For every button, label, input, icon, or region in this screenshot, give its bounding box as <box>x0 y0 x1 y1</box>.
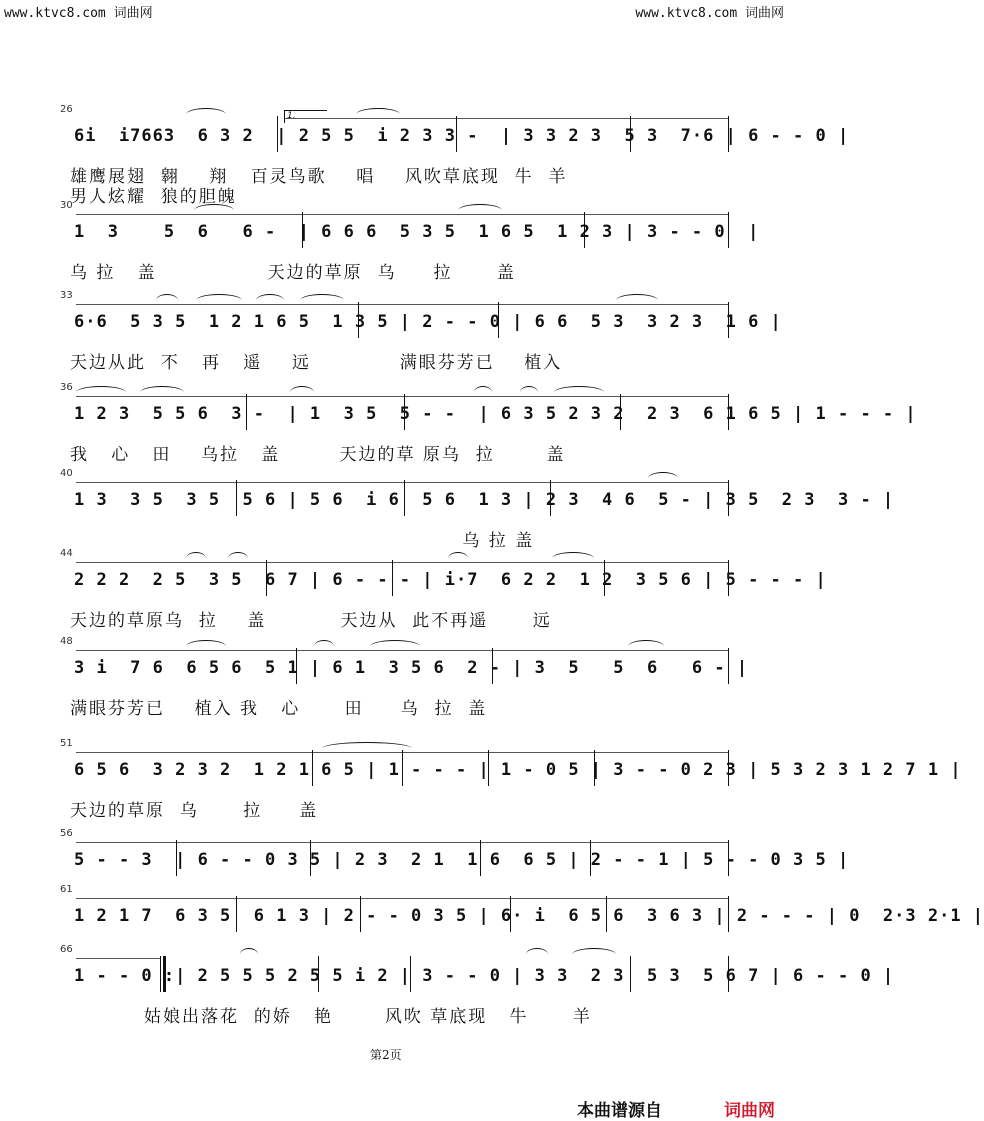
measure-number: 61 <box>60 884 73 895</box>
notation-line: 1 2 3 5 5 6 3 - | 1 3 5 5 - - | 6 3 5 2 3 2 2 3 6 1 6 5 | 1 - - - | <box>74 404 917 424</box>
lyric-line-1: 天边从此 不 再 遥 远 满眼芬芳已 植入 <box>70 353 563 373</box>
slur <box>370 640 420 653</box>
slur <box>572 948 616 961</box>
measure-number: 36 <box>60 382 73 393</box>
measure-number: 48 <box>60 636 73 647</box>
notation-line: 5 - - 3 | 6 - - 0 3 5 | 2 3 2 1 1 6 6 5 | 2 - - 1 | 5 - - 0 3 5 | <box>74 850 850 870</box>
notation-line: 6 5 6 3 2 3 2 1 2 1 6 5 | 1 - - - | 1 - 0 5 | 3 - - 0 2 3 | 5 3 2 3 1 2 7 1 | <box>74 760 962 780</box>
notation-line: 1 3 3 5 3 5 5 6 | 5 6 i 6 5 6 1 3 | 2 3 4 6 5 - | 3 5 2 3 3 - | <box>74 490 895 510</box>
lyric-line-2: 男人炫耀 狼的胆魄 <box>70 187 237 207</box>
slur <box>648 472 678 485</box>
lyric-line-1: 我 心 田 乌拉 盖 天边的草 原乌 拉 盖 <box>70 445 566 465</box>
staff-line <box>76 482 728 483</box>
measure-number: 26 <box>60 104 73 115</box>
slur <box>186 640 226 653</box>
measure-number: 30 <box>60 200 73 211</box>
slur <box>228 552 248 565</box>
lyric-line-1: 雄鹰展翅 翱 翔 百灵鸟歌 唱 风吹草底现 牛 羊 <box>70 167 568 187</box>
staff-line <box>76 214 728 215</box>
measure-number: 51 <box>60 738 73 749</box>
slur <box>458 204 502 217</box>
lyric-line-1: 满眼芬芳已 植入 我 心 田 乌 拉 盖 <box>70 699 488 719</box>
measure-number: 40 <box>60 468 73 479</box>
lyric-line-1: 乌 拉 盖 <box>70 531 535 551</box>
slur <box>194 204 234 217</box>
notation-line: 6i i7663 6 3 2 | 2 5 5 i 2 3 3 - | 3 3 2 3 5 3 7·6 | 6 - - 0 | <box>74 126 850 146</box>
measure-number: 33 <box>60 290 73 301</box>
slur <box>196 294 242 307</box>
slur <box>356 108 400 121</box>
source-credit: 本曲谱源自 <box>577 1101 662 1121</box>
lyric-line-1: 天边的草原乌 拉 盖 天边从 此不再遥 远 <box>70 611 552 631</box>
staff-line <box>76 562 728 563</box>
score-system-51 <box>0 738 962 828</box>
slur <box>314 640 334 653</box>
staff-line <box>76 842 728 843</box>
lyric-line-1: 乌 拉 盖 天边的草原 乌 拉 盖 <box>70 263 516 283</box>
notation-line: 1 3 5 6 6 - | 6 6 6 5 3 5 1 6 5 1 2 3 | 3 - - 0 | <box>74 222 760 242</box>
slur <box>474 386 492 399</box>
score-system-30 <box>0 200 790 290</box>
slur <box>290 386 314 399</box>
score-system-66 <box>0 944 895 1034</box>
slur <box>628 640 664 653</box>
volta-bracket: 1. <box>284 110 327 123</box>
score-system-36 <box>0 382 917 472</box>
measure-number: 56 <box>60 828 73 839</box>
slur <box>526 948 548 961</box>
site-logo-text: 词曲网 <box>724 1101 775 1121</box>
staff-line <box>76 898 728 899</box>
lyric-line-1: 姑娘出落花 的娇 艳 风吹 草底现 牛 羊 <box>70 1007 592 1027</box>
measure-number: 66 <box>60 944 73 955</box>
notation-line: 6·6 5 3 5 1 2 1 6 5 1 3 5 | 2 - - 0 | 6 6 5 3 3 2 3 1 6 | <box>74 312 782 332</box>
header-left-watermark: www.ktvc8.com 词曲网 <box>4 6 153 21</box>
slur <box>256 294 284 307</box>
staff-line <box>76 958 160 959</box>
notation-line: 3 i 7 6 6 5 6 5 1 | 6 1 3 5 6 2 - | 3 5 5 6 6 - | <box>74 658 749 678</box>
page-number: 第2页 <box>370 1048 402 1062</box>
slur <box>300 294 344 307</box>
score-system-48 <box>0 636 790 726</box>
header-right-watermark: www.ktvc8.com 词曲网 <box>635 6 784 21</box>
slur <box>448 552 468 565</box>
slur <box>140 386 184 399</box>
score-system-40 <box>0 468 895 558</box>
slur <box>240 948 258 961</box>
measure-number: 44 <box>60 548 73 559</box>
slur <box>552 552 594 565</box>
slur <box>520 386 538 399</box>
notation-line: 1 2 1 7 6 3 5 6 1 3 | 2 - - 0 3 5 | 6· i 6 5 6 3 6 3 | 2 - - - | 0 2·3 2·1 | <box>74 906 984 926</box>
slur <box>186 108 226 121</box>
score-system-33 <box>0 290 790 380</box>
slur <box>76 386 126 399</box>
notation-line: 1 - - 0 :| 2 5 5 5 2 5 5 i 2 | 3 - - 0 | 3 3 2 3 5 3 5 6 7 | 6 - - 0 | <box>74 966 895 986</box>
slur <box>156 294 178 307</box>
notation-line: 2 2 2 2 5 3 5 6 7 | 6 - - - | i·7 6 2 2 1 2 3 5 6 | 5 - - - | <box>74 570 827 590</box>
volta-line <box>284 118 728 119</box>
slur <box>616 294 658 307</box>
slur <box>322 742 412 755</box>
lyric-line-1: 天边的草原 乌 拉 盖 <box>70 801 319 821</box>
score-system-44 <box>0 548 827 638</box>
slur <box>186 552 206 565</box>
slur <box>554 386 604 399</box>
